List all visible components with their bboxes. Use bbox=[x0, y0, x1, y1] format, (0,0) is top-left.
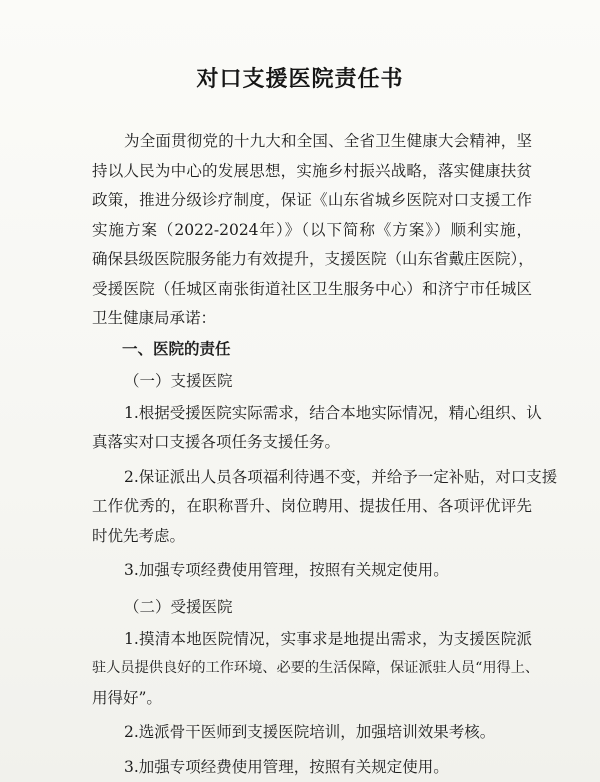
document-body bbox=[92, 127, 558, 782]
supported-item-1 bbox=[92, 625, 540, 714]
item-line: 时优先考虑。 bbox=[92, 526, 186, 545]
intro-line: 受援医院（任城区南张街道社区卫生服务中心）和济宁市任城区 bbox=[92, 279, 532, 298]
item-line: 真落实对口支援各项任务支援任务。 bbox=[92, 433, 341, 451]
supporting-item-1 bbox=[92, 399, 542, 458]
document-title: 对口支援医院责任书 bbox=[196, 66, 404, 92]
intro-line: 卫生健康局承诺： bbox=[92, 309, 217, 327]
item-line: 工作优秀的，在职称晋升、岗位聘用、提拔任用、各项评优评先 bbox=[92, 497, 532, 515]
item-line: 2.选派骨干医师到支援医院培训，加强培训效果考核。 bbox=[124, 723, 496, 741]
intro-line: 确保县级医院服务能力有效提升，支援医院（山东省戴庄医院）， bbox=[92, 250, 534, 268]
supporting-item-2 bbox=[92, 463, 558, 552]
item-line: 驻人员提供良好的工作环境、必要的生活保障，保证派驻人员“用得上、 bbox=[92, 660, 540, 676]
item-line: 1.摸清本地医院情况，实事求是地提出需求，为支援医院派 bbox=[124, 629, 532, 648]
intro-line: 持以人民为中心的发展思想，实施乡村振兴战略，落实健康扶贫 bbox=[92, 161, 532, 180]
item-line: 1.根据受援医院实际需求，结合本地实际情况，精心组织、认 bbox=[124, 403, 542, 422]
item-line: 3.加强专项经费使用管理，按照有关规定使用。 bbox=[124, 757, 449, 776]
subsection-heading-supporting-hospital: （一）支援医院 bbox=[124, 371, 233, 390]
intro-line: 实施方案（2022-2024年）》（以下简称《方案》）顺利实施， bbox=[92, 220, 532, 239]
supported-item-3 bbox=[92, 753, 532, 782]
intro-paragraph bbox=[92, 127, 532, 334]
supporting-item-3 bbox=[92, 556, 532, 586]
item-line: 2.保证派出人员各项福利待遇不变，并给予一定补贴，对口支援 bbox=[124, 467, 558, 486]
supported-item-2 bbox=[92, 718, 532, 748]
subsection-heading-supported-hospital: （二）受援医院 bbox=[124, 597, 233, 616]
section-heading-hospital-responsibility: 一、医院的责任 bbox=[122, 338, 231, 358]
intro-line: 为全面贯彻党的十九大和全国、全省卫生健康大会精神，坚 bbox=[124, 132, 532, 150]
item-line: 3.加强专项经费使用管理，按照有关规定使用。 bbox=[124, 561, 449, 579]
intro-line: 政策，推进分级诊疗制度，保证《山东省城乡医院对口支援工作 bbox=[92, 191, 532, 209]
item-line: 用得好”。 bbox=[92, 688, 162, 707]
